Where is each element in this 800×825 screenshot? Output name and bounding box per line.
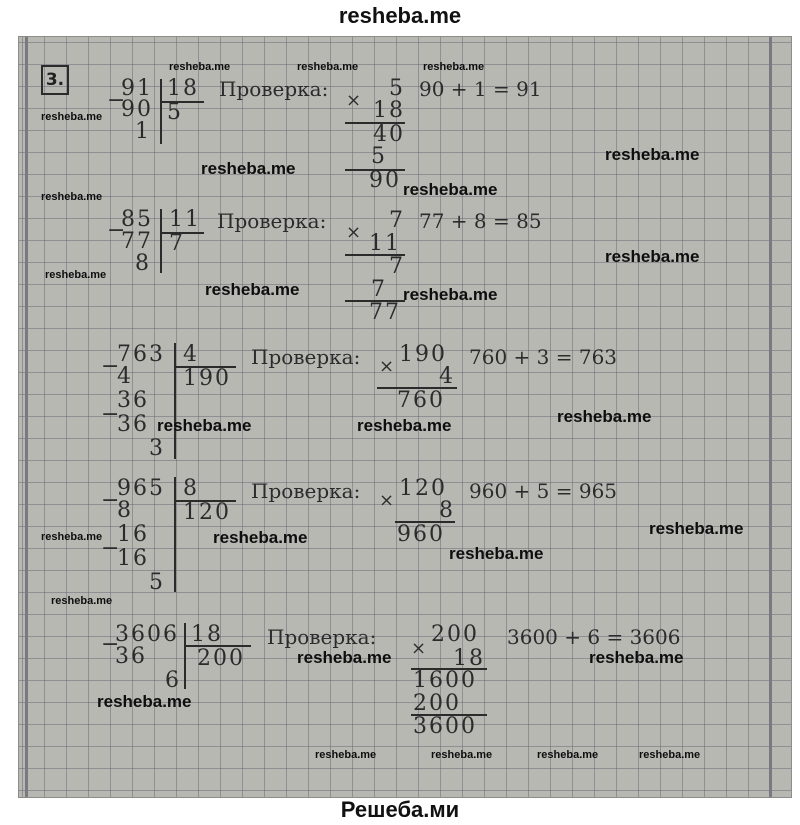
watermark: resheba.me	[431, 749, 493, 761]
remainder: 1	[135, 119, 151, 144]
quotient: 7	[169, 231, 185, 256]
product: 3600	[413, 714, 477, 739]
dividend: 3606	[115, 622, 179, 647]
check-equation: 90 + 1 = 91	[419, 77, 542, 101]
remainder: 5	[149, 570, 165, 595]
multiply-sign: ×	[411, 638, 429, 659]
multiply-sign: ×	[346, 90, 364, 111]
product: 77	[369, 300, 401, 325]
watermark: resheba.me	[357, 416, 452, 435]
check-equation: 3600 + 6 = 3606	[507, 625, 681, 649]
product: 760	[397, 388, 445, 413]
task-number: 3.	[41, 65, 69, 95]
partial-product-2: 7	[371, 277, 387, 302]
watermark: resheba.me	[403, 180, 498, 199]
subtrahend: 90	[121, 97, 153, 122]
divisor: 11	[169, 207, 201, 232]
watermark: resheba.me	[297, 61, 359, 73]
watermark: resheba.me	[201, 159, 296, 178]
check-label: Проверка:	[251, 345, 361, 369]
watermark: resheba.me	[169, 61, 231, 73]
watermark: resheba.me	[557, 407, 652, 426]
divisor: 8	[183, 476, 199, 501]
quotient: 200	[197, 646, 245, 671]
minus-sign: −	[101, 402, 122, 427]
product: 960	[397, 522, 445, 547]
check-label: Проверка:	[267, 625, 377, 649]
watermark: resheba.me	[537, 749, 599, 761]
check-label: Проверка:	[219, 77, 329, 101]
divisor: 18	[191, 622, 223, 647]
multiply-sign: ×	[379, 490, 397, 511]
multiply-sign: ×	[346, 222, 364, 243]
dividend: 965	[117, 476, 165, 501]
partial-dividend: 36	[117, 388, 149, 413]
check-equation: 77 + 8 = 85	[419, 209, 542, 233]
check-equation: 960 + 5 = 965	[469, 479, 618, 503]
mult-factor-2: 8	[439, 498, 455, 523]
watermark: resheba.me	[605, 145, 700, 164]
mult-factor-1: 5	[389, 76, 405, 101]
minus-sign: −	[107, 218, 128, 243]
quotient: 5	[167, 100, 183, 125]
minus-sign: −	[107, 88, 128, 113]
partial-dividend: 16	[117, 522, 149, 547]
watermark: resheba.me	[639, 749, 701, 761]
dividend: 763	[117, 342, 165, 367]
minus-sign: −	[101, 488, 122, 513]
watermark: resheba.me	[213, 528, 308, 547]
watermark: resheba.me	[649, 519, 744, 538]
subtrahend: 36	[115, 644, 147, 669]
subtrahend: 4	[117, 364, 133, 389]
watermark: resheba.me	[97, 692, 192, 711]
watermark: resheba.me	[41, 191, 103, 203]
watermark: resheba.me	[403, 285, 498, 304]
watermark: resheba.me	[41, 111, 103, 123]
check-label: Проверка:	[217, 209, 327, 233]
mult-factor-1: 200	[431, 622, 479, 647]
notebook-page	[18, 36, 792, 798]
mult-factor-1: 190	[399, 342, 447, 367]
partial-product-2: 5	[371, 144, 387, 169]
site-footer: Решеба.ми	[340, 797, 460, 822]
watermark: resheba.me	[605, 247, 700, 266]
dividend: 91	[121, 76, 153, 101]
watermark: resheba.me	[297, 648, 392, 667]
partial-product-1: 7	[389, 254, 405, 279]
minus-sign: −	[101, 536, 122, 561]
product: 90	[369, 168, 401, 193]
partial-product-1: 1600	[413, 668, 477, 693]
divisor: 4	[183, 342, 199, 367]
remainder: 3	[149, 436, 165, 461]
watermark: resheba.me	[205, 280, 300, 299]
minus-sign: −	[101, 632, 122, 657]
quotient: 190	[183, 366, 231, 391]
remainder: 6	[165, 668, 181, 693]
subtrahend: 77	[121, 229, 153, 254]
mult-factor-2: 18	[373, 98, 405, 123]
remainder: 8	[135, 251, 151, 276]
subtrahend: 8	[117, 498, 133, 523]
quotient: 120	[183, 500, 231, 525]
watermark: resheba.me	[423, 61, 485, 73]
watermark: resheba.me	[449, 544, 544, 563]
watermark: resheba.me	[157, 416, 252, 435]
watermark: resheba.me	[315, 749, 377, 761]
watermark: resheba.me	[45, 269, 107, 281]
partial-product-2: 200	[413, 691, 461, 716]
check-equation: 760 + 3 = 763	[469, 345, 618, 369]
watermark: resheba.me	[589, 648, 684, 667]
watermark: resheba.me	[41, 531, 103, 543]
mult-factor-2: 18	[453, 646, 485, 671]
subtrahend: 36	[117, 412, 149, 437]
minus-sign: −	[101, 354, 122, 379]
mult-factor-1: 7	[389, 208, 405, 233]
dividend: 85	[121, 207, 153, 232]
partial-product-1: 40	[373, 122, 405, 147]
divisor: 18	[167, 76, 199, 101]
check-label: Проверка:	[251, 479, 361, 503]
subtrahend: 16	[117, 546, 149, 571]
site-header: resheba.me	[338, 3, 462, 28]
multiply-sign: ×	[379, 356, 397, 377]
mult-factor-1: 120	[399, 476, 447, 501]
watermark: resheba.me	[51, 595, 113, 607]
mult-factor-2: 11	[369, 231, 401, 256]
mult-factor-2: 4	[439, 364, 455, 389]
